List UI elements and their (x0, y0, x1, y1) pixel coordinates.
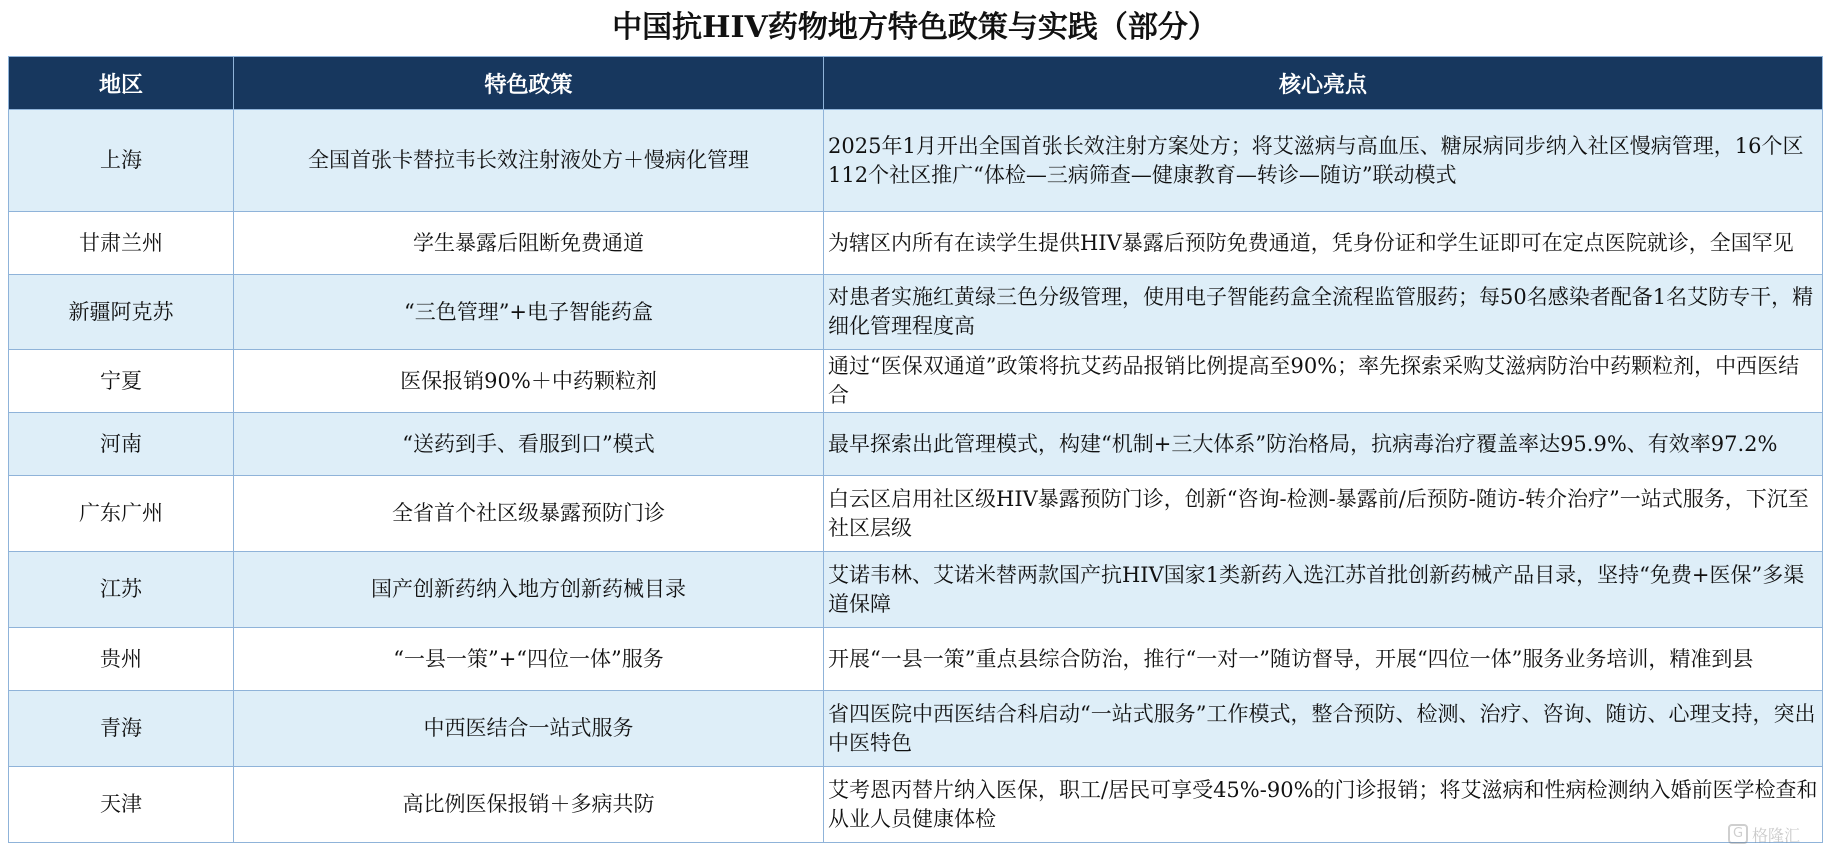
cell-region: 宁夏 (9, 350, 234, 413)
cell-region: 天津 (9, 767, 234, 843)
cell-region: 江苏 (9, 552, 234, 628)
cell-policy: “一县一策”+“四位一体”服务 (234, 628, 824, 691)
watermark-text: 格隆汇 (1752, 825, 1801, 845)
brand-logo-icon: G (1728, 824, 1748, 844)
cell-highlight: 2025年1月开出全国首张长效注射方案处方；将艾滋病与高血压、糖尿病同步纳入社区慢病管理，16个区112个社区推广“体检—三病筛查—健康教育—转诊—随访”联动模式 (824, 110, 1823, 212)
cell-region: 河南 (9, 413, 234, 476)
cell-highlight: 艾诺韦林、艾诺米替两款国产抗HIV国家1类新药入选江苏首批创新药械产品目录，坚持“免费+医保”多渠道保障 (824, 552, 1823, 628)
table-row (9, 691, 1823, 767)
table-row (9, 110, 1823, 212)
cell-region: 广东广州 (9, 476, 234, 552)
cell-highlight: 艾考恩丙替片纳入医保，职工/居民可享受45%-90%的门诊报销；将艾滋病和性病检测纳入婚前医学检查和从业人员健康体检 (824, 767, 1823, 843)
cell-highlight: 通过“医保双通道”政策将抗艾药品报销比例提高至90%；率先探索采购艾滋病防治中药颗粒剂，中西医结合 (824, 350, 1823, 413)
cell-region: 青海 (9, 691, 234, 767)
column-header-region: 地区 (9, 57, 234, 110)
cell-policy: 全省首个社区级暴露预防门诊 (234, 476, 824, 552)
cell-highlight: 白云区启用社区级HIV暴露预防门诊，创新“咨询-检测-暴露前/后预防-随访-转介治疗”一站式服务，下沉至社区层级 (824, 476, 1823, 552)
cell-highlight: 省四医院中西医结合科启动“一站式服务”工作模式，整合预防、检测、治疗、咨询、随访、心理支持，突出中医特色 (824, 691, 1823, 767)
page-title: 中国抗HIV药物地方特色政策与实践（部分） (612, 10, 1218, 45)
table-header-row (9, 57, 1823, 110)
cell-policy: 高比例医保报销＋多病共防 (234, 767, 824, 843)
table-row (9, 413, 1823, 476)
table-row (9, 552, 1823, 628)
cell-highlight: 为辖区内所有在读学生提供HIV暴露后预防免费通道，凭身份证和学生证即可在定点医院就诊，全国罕见 (824, 212, 1823, 275)
table-row (9, 275, 1823, 350)
cell-policy: 学生暴露后阻断免费通道 (234, 212, 824, 275)
cell-region: 新疆阿克苏 (9, 275, 234, 350)
cell-policy: “三色管理”+电子智能药盒 (234, 275, 824, 350)
column-header-highlight: 核心亮点 (824, 57, 1823, 110)
cell-highlight: 最早探索出此管理模式，构建“机制+三大体系”防治格局，抗病毒治疗覆盖率达95.9%、有效率97.2% (824, 413, 1823, 476)
column-header-policy: 特色政策 (234, 57, 824, 110)
cell-highlight: 对患者实施红黄绿三色分级管理，使用电子智能药盒全流程监管服药；每50名感染者配备1名艾防专干，精细化管理程度高 (824, 275, 1823, 350)
table-row (9, 350, 1823, 413)
policy-table (8, 56, 1823, 843)
cell-policy: 国产创新药纳入地方创新药械目录 (234, 552, 824, 628)
cell-policy: “送药到手、看服到口”模式 (234, 413, 824, 476)
table-row (9, 767, 1823, 843)
cell-policy: 全国首张卡替拉韦长效注射液处方＋慢病化管理 (234, 110, 824, 212)
table-row (9, 628, 1823, 691)
table-row (9, 476, 1823, 552)
cell-region: 甘肃兰州 (9, 212, 234, 275)
cell-policy: 中西医结合一站式服务 (234, 691, 824, 767)
watermark (1728, 821, 1824, 847)
cell-policy: 医保报销90%＋中药颗粒剂 (234, 350, 824, 413)
cell-region: 上海 (9, 110, 234, 212)
table-row (9, 212, 1823, 275)
cell-region: 贵州 (9, 628, 234, 691)
cell-highlight: 开展“一县一策”重点县综合防治，推行“一对一”随访督导，开展“四位一体”服务业务培训，精准到县 (824, 628, 1823, 691)
